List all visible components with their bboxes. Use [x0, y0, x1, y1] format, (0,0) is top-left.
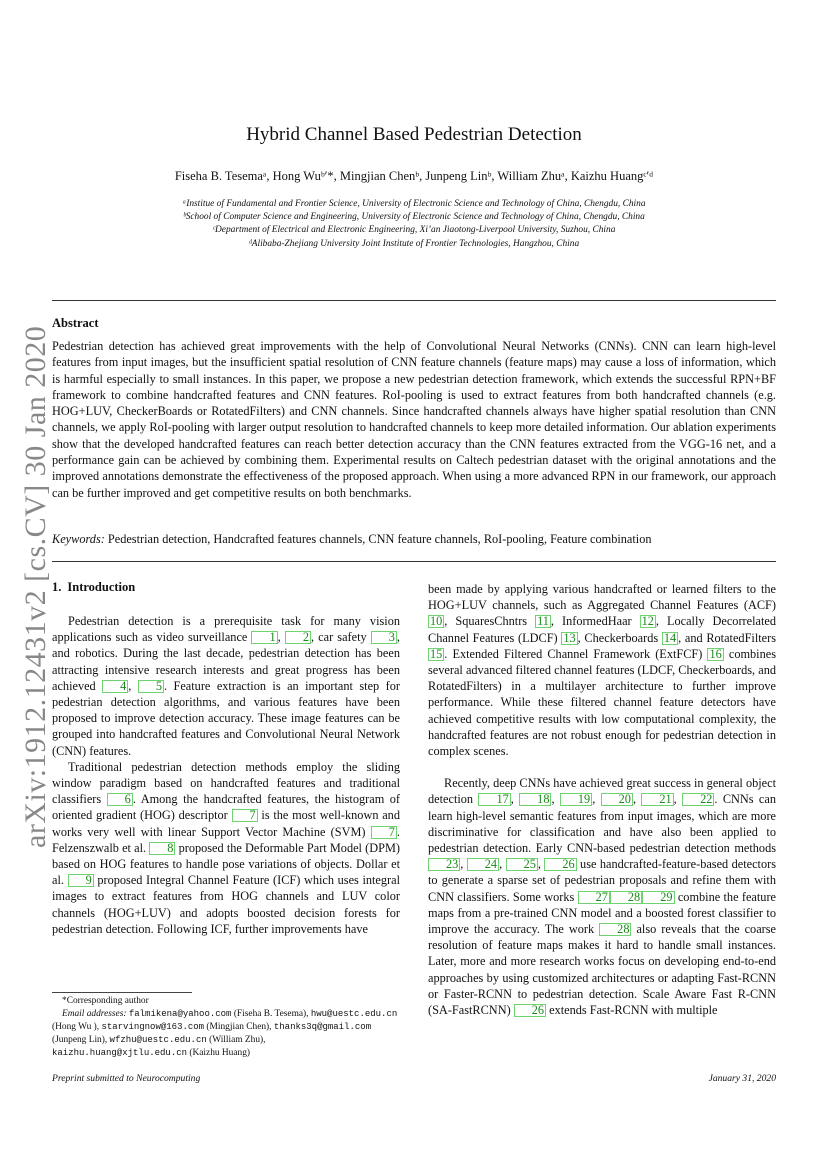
citation-link[interactable]: 9 [68, 874, 94, 887]
abstract-heading: Abstract [52, 316, 99, 330]
citation-link[interactable]: 23 [428, 858, 460, 871]
citation-link[interactable]: 24 [467, 858, 499, 871]
citation-link[interactable]: 7 [232, 809, 258, 822]
affiliation-b: ᵇSchool of Computer Science and Engineering, University of Electronic Science and Technology of China, Chengdu, China [183, 212, 645, 223]
citation-link[interactable]: 28 [610, 891, 642, 904]
email-owner: (Mingjian Chen), [206, 1022, 272, 1032]
footer-date: January 31, 2020 [708, 1073, 776, 1084]
citation-link[interactable]: 16 [709, 646, 722, 661]
email-owner: (Fiseha B. Tesema), [233, 1009, 309, 1019]
citation-link[interactable]: 6 [107, 793, 133, 806]
arxiv-identifier-stamp: arXiv:1912.12431v2 [cs.CV] 30 Jan 2020 [19, 325, 52, 848]
citation-link[interactable]: 12 [641, 614, 654, 629]
email-owner: (Kaizhu Huang) [189, 1048, 251, 1058]
section-title: Introduction [67, 580, 136, 594]
citation-link[interactable]: 10 [430, 614, 443, 629]
email-addresses [52, 1008, 400, 1060]
email-link[interactable]: starvingnow@163.com [101, 1022, 205, 1032]
email-link[interactable]: thanks3q@gmail.com [273, 1022, 372, 1032]
affiliations [0, 198, 828, 251]
affiliation-c: ᶜDepartment of Electrical and Electronic Engineering, Xi’an Jiaotong-Liverpool University, Suzhou, China [212, 225, 616, 236]
citation-link[interactable]: 2 [285, 631, 311, 644]
paper-title: Hybrid Channel Based Pedestrian Detection [246, 124, 582, 145]
citation-link[interactable]: 19 [560, 793, 592, 806]
keywords-text: Pedestrian detection, Handcrafted features channels, CNN feature channels, RoI-pooling, Feature combination [107, 532, 652, 546]
citation-link[interactable]: 8 [149, 842, 175, 855]
citation-link[interactable]: 28 [599, 923, 631, 936]
paragraph: Pedestrian detection is a prerequisite task for many vision applications such as video surveillance 1 , 2 , car safety 3 , and robotics. During the last decade, pedestrian detection has been attracting intensive research interests and great progress has been achieved 4 , 5 . Feature extraction is an important step for pedestrian detection algorithms, and various features have been proposed to improve detection accuracy. These image features can be grouped into handcrafted features and Convolutional Neural Network (CNN) features. [52, 614, 400, 758]
citation-link[interactable]: 17 [478, 793, 510, 806]
abstract-top-rule [52, 300, 776, 301]
footnote-rule [52, 992, 192, 993]
email-link[interactable]: falmikena@yahoo.com [128, 1009, 232, 1019]
affiliation-d: ᵈAlibaba-Zhejiang University Joint Institute of Frontier Technologies, Hangzhou, China [248, 238, 580, 249]
right-column-body [428, 581, 776, 1018]
section-heading-introduction [52, 580, 141, 595]
email-label: Email addresses: [62, 1009, 127, 1019]
affiliation-a: ᵃInstitue of Fundamental and Frontier Science, University of Electronic Science and Technology of China, Chengdu, China [182, 199, 646, 209]
email-link[interactable]: wfzhu@uestc.edu.cn [109, 1035, 207, 1045]
email-link[interactable]: kaizhu.huang@xjtlu.edu.cn [52, 1048, 188, 1058]
citation-link[interactable]: 1 [251, 631, 277, 644]
abstract-text: Pedestrian detection has achieved great improvements with the help of Convolutional Neural Networks (CNNs). CNN can learn high-level features from input images, but the insufficient spatial resolution of CNN feature channels (feature maps) may cause a loss of information, which is harmful especially to small instances. In this paper, we propose a new pedestrian detection framework, which extends the successful RPN+BF framework to combine handcrafted features and CNN features. RoI-pooling is used to extract features from both handcrafted channels (e.g. HOG+LUV, CheckerBoards or RotatedFilters) and CNN channels. Since handcrafted channels always have higher spatial resolution than CNN channels, we apply RoI-pooling with larger output resolution to handcrafted channels to keep more detailed information. Our ablation experiments show that the developed handcrafted features can reach better detection accuracy than the CNN features extracted from the VGG-16 net, and a performance gain can be achieved by combining them. Experimental results on Caltech pedestrian dataset with the original annotations and the improved annotations demonstrate the effectiveness of the proposed approach. When using a more advanced RPN in our framework, our approach can be further improved and get competitive results on both benchmarks. [52, 339, 776, 500]
citation-link[interactable]: 27 [578, 891, 610, 904]
email-owner: (Hong Wu ), [52, 1022, 100, 1032]
paragraph: Traditional pedestrian detection methods employ the sliding window paradigm based on handcrafted features and traditional classifiers 6 . Among the handcrafted features, the histogram of oriented gradient (HOG) descriptor 7 is the most well-known and works very well with linear Support Vector Machine (SVM) 7 . Felzenszwalb et al. 8 proposed the Deformable Part Model (DPM) based on HOG features to handle pose variations of objects. Dollar et al. 9 proposed Integral Channel Feature (ICF) which uses integral images to extract features from HOG channels and LUV color channels (HOG+LUV) and adopts boosted decision forests for pedestrian detection. Following ICF, further improvements have [52, 759, 400, 936]
email-owner: (William Zhu), [209, 1035, 266, 1045]
paragraph: Recently, deep CNNs have achieved great success in general object detection 17 , 18 , 19 , 20 , 21 , 22 . CNNs can learn high-level semantic features from input images, which are more discriminative for classification and have also been applied to pedestrian detection. Early CNN-based pedestrian detection methods 23 , 24 , 25 , 26 use handcrafted-feature-based detectors to generate a sparse set of pedestrian proposals and refine them with CNN classifiers. Some works 27 28 29 combine the feature maps from a pre-trained CNN model and a boosted forest classifier to improve the accuracy. The work 28 also reveals that the coarse resolution of feature maps makes it hard to handle small instances. Later, more and more research works focus on developing end-to-end approaches by using customized architectures or adapting Fast-RCNN or Faster-RCNN to pedestrian detection. Scale Aware Fast R-CNN (SA-FastRCNN) 26 extends Fast-RCNN with multiple [428, 776, 777, 1018]
author-list: Fiseha B. Tesemaᵃ, Hong Wuᵇ′*, Mingjian Chenᵇ, Junpeng Linᵇ, William Zhuᵃ, Kaizhu Huangᶜ′ᵈ [174, 169, 654, 183]
citation-link[interactable]: 11 [537, 614, 549, 629]
citation-link[interactable]: 18 [519, 793, 551, 806]
citation-link[interactable]: 21 [641, 793, 673, 806]
citation-link[interactable]: 22 [682, 793, 714, 806]
abstract-bottom-rule [52, 561, 776, 562]
citation-link[interactable]: 26 [544, 858, 576, 871]
citation-link[interactable]: 3 [371, 631, 397, 644]
footer-preprint-note: Preprint submitted to Neurocomputing [52, 1073, 201, 1084]
citation-link[interactable]: 29 [642, 891, 674, 904]
citation-link[interactable]: 13 [563, 630, 576, 645]
citation-link[interactable]: 5 [138, 680, 164, 693]
citation-link[interactable]: 15 [430, 646, 443, 661]
citation-link[interactable]: 20 [601, 793, 633, 806]
email-owner: (Junpeng Lin), [52, 1035, 108, 1045]
citation-link[interactable]: 25 [506, 858, 538, 871]
footnotes [52, 995, 400, 1060]
keywords [52, 532, 776, 547]
corresponding-author-note: *Corresponding author [62, 996, 149, 1006]
citation-link[interactable]: 26 [514, 1004, 546, 1017]
section-number: 1. [52, 580, 62, 594]
paragraph: been made by applying various handcrafted or learned filters to the HOG+LUV channels, such as Aggregated Channel Features (ACF) 10 , SquaresChntrs 11 , InformedHaar 12 , Locally Decorrelated Channel Features (LDCF) 13 , Checkerboards 14 , and RotatedFilters 15 . Extended Filtered Channel Framework (ExtFCF) 16 combines several advanced filtered channel features (LDCF, Checkerboards, and RotatedFilters) in a multilayer architecture to further improve performance. While these filtered channel feature detectors have achieved competitive results with low computational complexity, the handcrafted features are not robust enough for pedestrian detection in complex scenes. [428, 582, 777, 759]
citation-link[interactable]: 4 [102, 680, 128, 693]
keywords-label: Keywords: [52, 532, 105, 546]
left-column-body [52, 613, 400, 937]
citation-link[interactable]: 7 [371, 826, 397, 839]
email-link[interactable]: hwu@uestc.edu.cn [310, 1009, 398, 1019]
citation-link[interactable]: 14 [663, 630, 677, 645]
